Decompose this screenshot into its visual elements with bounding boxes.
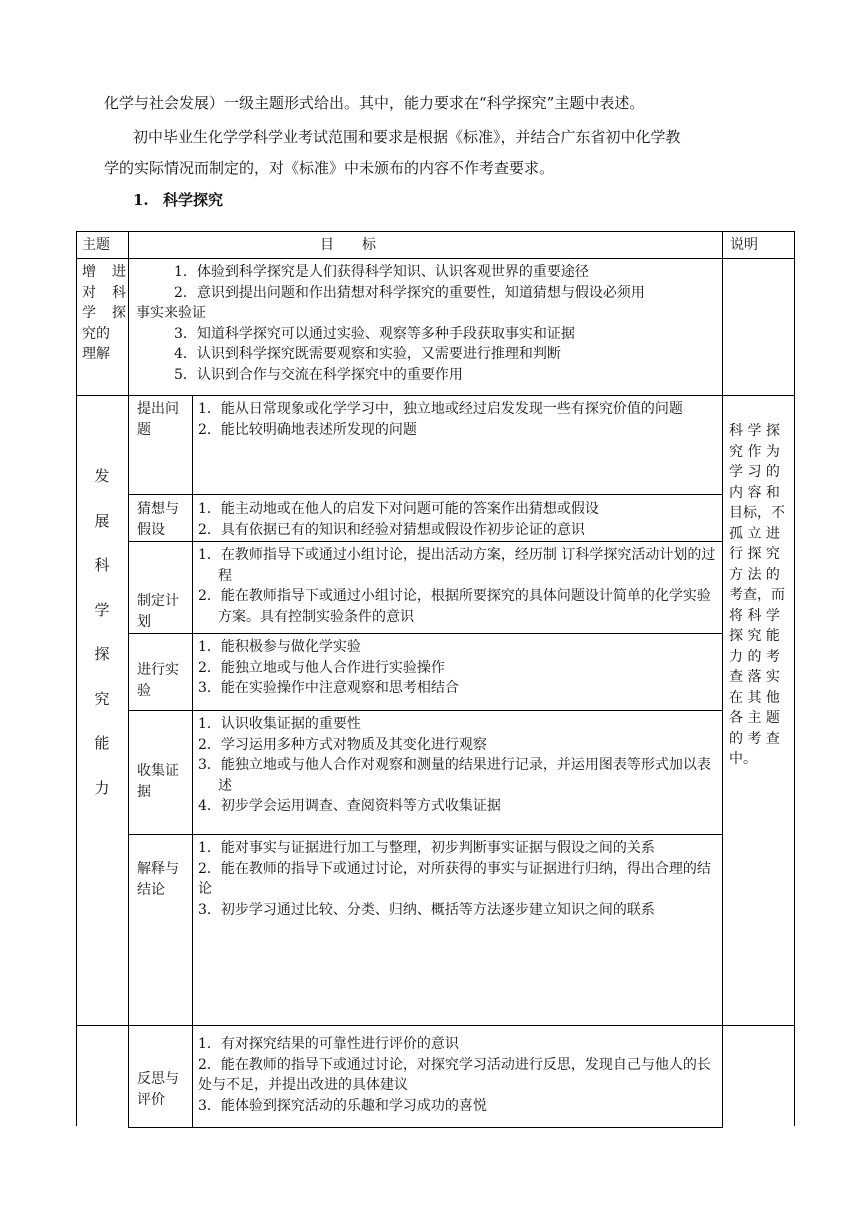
- intro-line-2: 初中毕业生化学学科学业考试范围和要求是根据《标准》，并结合广东省初中化学教: [133, 128, 681, 146]
- group-label-char: 发: [94, 467, 110, 485]
- row1-goal-item: 4．认识到科学探究既需要观察和实验，又需要进行推理和判断: [174, 346, 561, 362]
- note-line: 行 探 究: [729, 546, 780, 562]
- sub-items-reflection: [198, 1034, 718, 1116]
- note-line: 在 其 他: [729, 689, 780, 706]
- note-line: 将 科 学: [729, 607, 780, 624]
- note-line: 中。: [729, 751, 757, 767]
- goal-item: 2．能在教师指导下或通过小组讨论，根据所要探究的具体问题设计简单的化学实验方案。具有控制实验条件的意识: [198, 588, 711, 625]
- group-label: [92, 465, 112, 821]
- sub-label-line: 猜想与: [137, 501, 179, 517]
- section-number: 1.: [133, 191, 149, 209]
- header-topic: 主题: [82, 237, 110, 253]
- goal-item: 1．有对探究结果的可靠性进行评价的意识: [198, 1036, 459, 1052]
- sub-label-evidence: [137, 761, 179, 802]
- row1-goal-item: 3．知道科学探究可以通过实验、观察等多种手段获取事实和证据: [174, 325, 575, 342]
- section-title: 科学探究: [163, 191, 224, 209]
- row1-goals: [136, 262, 718, 385]
- goal-item: 1．能主动地或在他人的启发下对问题可能的答案作出猜想或假设: [198, 501, 599, 517]
- sub-label-conclusion: [137, 859, 179, 900]
- note-line: 目标，不: [729, 505, 785, 521]
- group-label-char: 学: [94, 600, 110, 619]
- sub-label-ask-question: [137, 399, 179, 440]
- goal-item: 2．能独立地或与他人合作进行实验操作: [198, 659, 445, 676]
- row1-topic-line: 学 探: [82, 305, 126, 321]
- goal-item: 3．能在实验操作中注意观察和思考相结合: [198, 680, 459, 696]
- sub-items-conclusion: [198, 838, 718, 920]
- group-label-char: 展: [94, 511, 110, 530]
- note-line: 的 考 查: [729, 730, 780, 747]
- note-line: 内 容 和: [729, 484, 780, 501]
- goal-item: 2．具有依据已有的知识和经验对猜想或假设作初步论证的意识: [198, 521, 585, 538]
- sub-label-line: 提出问: [137, 401, 179, 417]
- sub-label-plan: [137, 591, 179, 632]
- sub-label-hypothesis: [137, 499, 179, 540]
- row1-topic: [82, 262, 126, 365]
- intro-line-1: 化学与社会发展）一级主题形式给出。其中，能力要求在“科学探究”主题中表述。: [104, 94, 645, 112]
- sub-label-reflection: [137, 1069, 179, 1110]
- sub-label-line: 进行实: [137, 662, 179, 678]
- row1-topic-line: 增 进: [82, 264, 126, 280]
- row1-goal-item: 2．意识到提出问题和作出猜想对科学探究的重要性，知道猜想与假设必须用: [174, 284, 645, 301]
- sub-label-experiment: [137, 660, 179, 701]
- header-note: 说明: [730, 237, 758, 253]
- sub-items-plan: [198, 545, 718, 627]
- note-line: 方 法 的: [729, 566, 780, 583]
- sub-label-line: 收集证: [137, 763, 179, 779]
- group-label-char: 力: [94, 778, 110, 797]
- note-text: [729, 421, 788, 770]
- note-line: 查 落 实: [729, 669, 780, 685]
- goal-item: 2．能比较明确地表述所发现的问题: [198, 421, 417, 438]
- sub-label-line: 题: [137, 421, 151, 438]
- note-line: 科 学 探: [729, 423, 780, 439]
- intro-line-3: 学的实际情况而制定的，对《标准》中未颁布的内容不作考查要求。: [104, 159, 555, 177]
- note-line: 究 作 为: [729, 443, 780, 460]
- note-line: 各 主 题: [729, 710, 780, 726]
- note-line: 孤 立 进: [729, 525, 780, 542]
- goal-item: 1．认识收集证据的重要性: [198, 716, 361, 732]
- row1-goal-item: 事实来验证: [136, 305, 206, 321]
- note-line: 探 究 能: [729, 628, 780, 644]
- goal-item: 4．初步学会运用调查、查阅资料等方式收集证据: [198, 798, 501, 814]
- note-line: 力 的 考: [729, 648, 780, 665]
- sub-label-line: 据: [137, 783, 151, 800]
- goal-item: 1．在教师指导下或通过小组讨论，提出活动方案，经历制 订科学探究活动计划的过程: [198, 547, 716, 584]
- group-label-char: 究: [94, 689, 110, 708]
- row1-topic-line: 对 科: [82, 284, 126, 301]
- row1-topic-line: 究的: [82, 325, 110, 342]
- sub-label-line: 划: [137, 613, 151, 630]
- goal-item: 3．能独立地或与他人合作对观察和测量的结果进行记录，并运用图表等形式加以表述: [198, 757, 711, 794]
- sub-items-evidence: [198, 714, 718, 817]
- goal-item: 3．能体验到探究活动的乐趣和学习成功的喜悦: [198, 1097, 487, 1114]
- group-label-char: 科: [94, 556, 110, 574]
- group-label-char: 探: [94, 645, 110, 663]
- note-line: 学 习 的: [729, 464, 780, 480]
- sub-label-line: 反思与: [137, 1071, 179, 1087]
- row1-goal-item: 5．认识到合作与交流在科学探究中的重要作用: [174, 366, 463, 383]
- goal-item: 1．能对事实与证据进行加工与整理，初步判断事实证据与假设之间的关系: [198, 840, 655, 856]
- sub-label-line: 解释与: [137, 861, 179, 877]
- sub-items-ask-question: [198, 399, 718, 440]
- goal-item: 2．学习运用多种方式对物质及其变化进行观察: [198, 736, 487, 753]
- header-goal: 目 标: [320, 237, 376, 253]
- sub-label-line: 验: [137, 682, 151, 699]
- sub-label-line: 制定计: [137, 593, 179, 609]
- section-heading: [133, 190, 223, 210]
- sub-label-line: 结论: [137, 881, 165, 898]
- goal-item: 2．能在教师的指导下或通过讨论，对所获得的事实与证据进行归纳，得出合理的结论: [198, 860, 711, 897]
- note-line: 考查，而: [729, 587, 785, 603]
- sub-label-line: 评价: [137, 1091, 165, 1108]
- group-label-char: 能: [94, 734, 110, 752]
- goal-item: 1．能从日常现象或化学学习中，独立地或经过启发发现一些有探究价值的问题: [198, 401, 683, 417]
- row1-topic-line: 理解: [82, 346, 110, 362]
- sub-items-experiment: [198, 637, 718, 699]
- row1-goal-item: 1．体验到科学探究是人们获得科学知识、认识客观世界的重要途径: [174, 264, 589, 280]
- sub-label-line: 假设: [137, 521, 165, 538]
- goal-item: 2．能在教师的指导下或通过讨论，对探究学习活动进行反思，发现自己与他人的长处与不足，并提出改进的具体建议: [198, 1056, 711, 1093]
- sub-items-hypothesis: [198, 499, 718, 540]
- goal-item: 3．初步学习通过比较、分类、归纳、概括等方法逐步建立知识之间的联系: [198, 901, 655, 918]
- goal-item: 1．能积极参与做化学实验: [198, 639, 361, 655]
